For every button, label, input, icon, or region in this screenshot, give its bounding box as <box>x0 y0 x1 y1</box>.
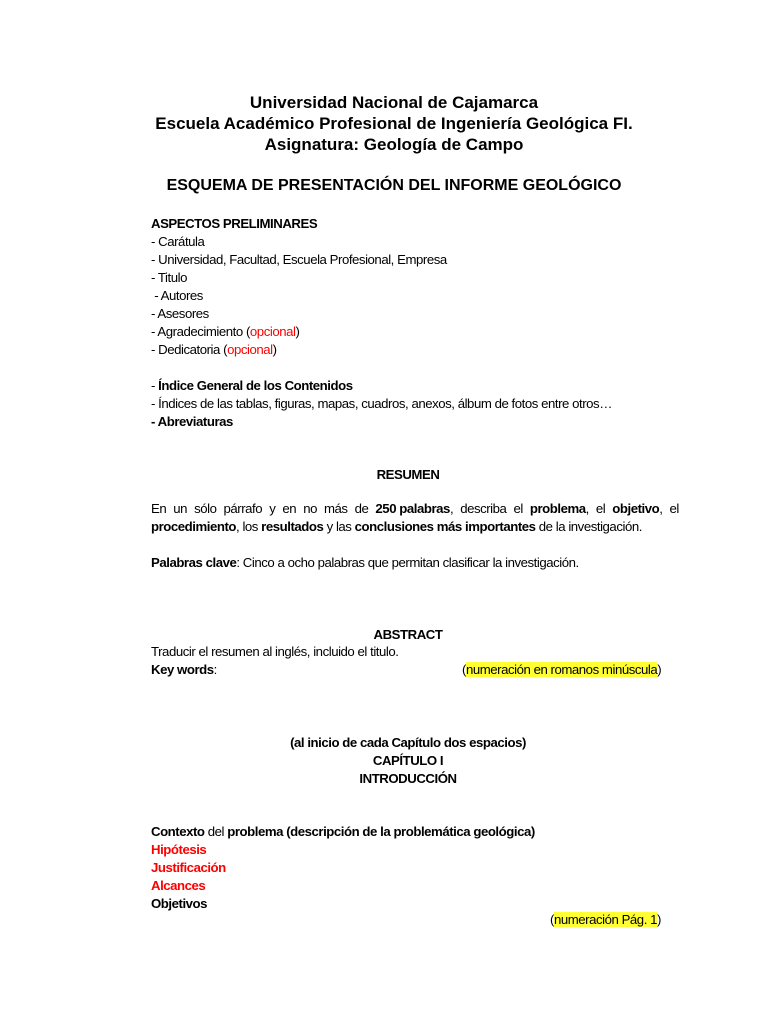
chapter-contents <box>151 823 711 913</box>
contexto-rest: problema (descripción de la problemática geológica) <box>227 824 535 839</box>
palabras-clave <box>151 554 679 572</box>
course-name: Asignatura: Geología de Campo <box>264 135 524 154</box>
text-word: y <box>269 501 276 516</box>
text-word: el <box>595 501 606 516</box>
palabras-clave-text: : Cinco a ocho palabras que permitan clasificar la investigación. <box>236 555 579 570</box>
colon: : <box>213 662 217 677</box>
abreviaturas-item: - Abreviaturas <box>151 414 233 429</box>
optional-tag: opcional <box>227 342 273 357</box>
university-name: Universidad Nacional de Cajamarca <box>249 93 539 112</box>
bold-term: procedimiento <box>151 519 237 534</box>
chapter-number: CAPÍTULO I <box>372 753 444 768</box>
text-word: problema, <box>529 501 589 516</box>
paren-close: ) <box>657 662 662 677</box>
list-item: - Titulo <box>151 270 187 285</box>
indices-item: - Índices de las tablas, figuras, mapas, cuadros, anexos, álbum de fotos entre otros… <box>151 396 612 411</box>
indice-general-label: Índice General de los Contenidos <box>158 378 353 393</box>
list-item: - Universidad, Facultad, Escuela Profesional, Empresa <box>151 252 447 267</box>
dash: - <box>151 378 159 393</box>
text-run: del <box>204 824 228 839</box>
abstract-section <box>151 643 679 679</box>
list-item: - Carátula <box>151 234 205 249</box>
text-word: el <box>513 501 523 516</box>
numeracion-romanos <box>462 661 661 679</box>
preliminares-heading: ASPECTOS PRELIMINARES <box>151 216 318 231</box>
hipotesis-item: Hipótesis <box>151 842 207 857</box>
text-word: objetivo, <box>612 501 663 516</box>
text-run: y las <box>323 519 355 534</box>
list-item: - Autores <box>151 288 203 303</box>
list-item: - Asesores <box>151 306 209 321</box>
resumen-paragraph <box>151 500 679 572</box>
text-word: de <box>354 501 369 516</box>
text-run: de la investigación. <box>535 519 642 534</box>
contexto-label: Contexto <box>151 824 205 839</box>
text-word: sólo <box>194 501 217 516</box>
chapter-name: INTRODUCCIÓN <box>359 771 457 786</box>
abstract-line: Traducir el resumen al inglés, incluido el titulo. <box>151 644 399 659</box>
indice-general-item <box>151 377 711 395</box>
abstract-heading: ABSTRACT <box>373 627 443 642</box>
text-word: párrafo <box>223 501 263 516</box>
dedicatoria-item <box>151 341 711 359</box>
chapter-note: (al inicio de cada Capítulo dos espacios) <box>290 735 526 750</box>
dedicatoria-label: - Dedicatoria ( <box>151 342 228 357</box>
resumen-line-2 <box>151 518 679 536</box>
text-word: más <box>324 501 348 516</box>
highlighted-note: numeración Pág. 1 <box>553 912 657 927</box>
numeracion-pagina <box>550 911 661 929</box>
text-word: un <box>173 501 188 516</box>
paren-open: ( <box>550 912 554 927</box>
text-word: no <box>303 501 317 516</box>
objetivos-item: Objetivos <box>151 896 208 911</box>
contexto-line <box>151 823 711 841</box>
text-word: en <box>282 501 297 516</box>
resumen-heading: RESUMEN <box>376 467 440 482</box>
text-word: En <box>151 501 167 516</box>
justificacion-item: Justificación <box>151 860 226 875</box>
palabras-clave-label: Palabras clave <box>151 555 237 570</box>
agradecimiento-label: - Agradecimiento ( <box>151 324 250 339</box>
paren-close: ) <box>272 342 277 357</box>
resumen-line-1 <box>151 500 679 518</box>
document-title: ESQUEMA DE PRESENTACIÓN DEL INFORME GEOLÓGICO <box>166 177 622 194</box>
alcances-item: Alcances <box>151 878 206 893</box>
agradecimiento-item <box>151 323 711 341</box>
key-words-label: Key words <box>151 662 214 677</box>
school-name: Escuela Académico Profesional de Ingeniería Geológica FI. <box>155 114 633 133</box>
highlighted-note: numeración en romanos minúscula <box>465 662 658 677</box>
paren-open: ( <box>462 662 466 677</box>
optional-tag: opcional <box>249 324 296 339</box>
preliminares-section <box>151 215 711 431</box>
key-words-line <box>151 661 679 679</box>
text-run: , los <box>236 519 262 534</box>
paren-close: ) <box>295 324 300 339</box>
text-word: el <box>669 501 679 516</box>
paren-close: ) <box>657 912 661 927</box>
text-word: describa <box>460 501 507 516</box>
bold-term: resultados <box>261 519 324 534</box>
bold-term: conclusiones más importantes <box>354 519 536 534</box>
text-word: 250 palabras, <box>375 501 454 516</box>
